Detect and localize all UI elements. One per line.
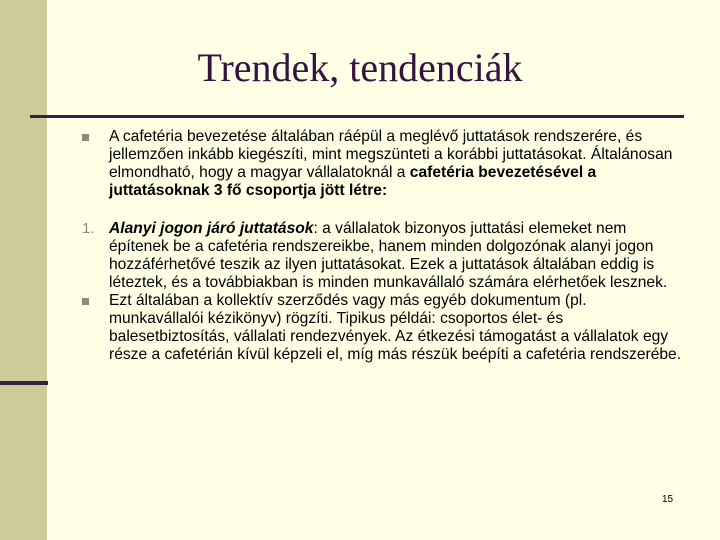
square-bullet-icon xyxy=(82,128,89,146)
side-accent-rule xyxy=(0,381,48,385)
intro-bold-text: cafetéria bevezetésével a juttatásoknak 3 fő csoportja jött létre: xyxy=(109,164,597,199)
item-text: : a vállalatok bizonyos juttatási elemeket nem építenek be a cafetéria rendszereikbe, hanem minden dolgozónak alanyi jogon hozzáférhetővé teszik az ilyen juttatásokat. Ezek a juttatások általában eddig is léteztek, és a továbbiakban is minden munkavállaló számára elérhetőek lesznek. xyxy=(109,220,668,291)
bullet-item-examples xyxy=(82,292,682,364)
slide-title: Trendek, tendenciák xyxy=(197,45,523,90)
page-number: 15 xyxy=(662,494,674,505)
square-bullet-icon xyxy=(82,292,89,310)
side-band xyxy=(0,0,47,540)
examples-text: Ezt általában a kollektív szerződés vagy más egyéb dokumentum (pl. munkavállalói kézikönyv) rögzíti. Tipikus példái: csoportos élet- és balesetbiztosítás, vállalati rendezvények. Az étkezési támogatást a vállalatok egy része a cafetérián kívül képzeli el, míg más részük beépíti a cafetéria rendszerébe. xyxy=(109,292,682,363)
title-divider xyxy=(30,115,684,118)
numbered-item-1 xyxy=(82,220,682,292)
list-number: 1. xyxy=(82,220,95,237)
intro-text: A cafetéria bevezetése általában ráépül a meglévő juttatások rendszerére, és jellemzően inkább kiegészíti, mint megszünteti a korábbi juttatásokat. Általánosan elmondható, hogy a magyar vállalatoknál a xyxy=(109,128,673,181)
item-lead: Alanyi jogon járó juttatások xyxy=(109,220,314,237)
bullet-item-intro xyxy=(82,128,682,200)
slide-body xyxy=(82,128,682,364)
